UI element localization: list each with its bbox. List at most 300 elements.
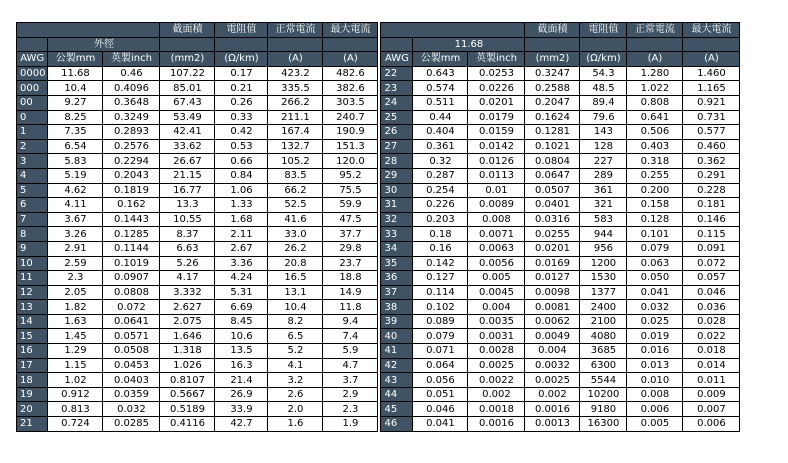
- header-row-2: [17, 37, 378, 52]
- table-cell: 0.01: [468, 183, 525, 198]
- table-cell: 0.577: [683, 125, 740, 140]
- table-cell: 0.0508: [103, 344, 160, 359]
- table-cell: 8.45: [215, 314, 268, 329]
- table-row: [381, 125, 740, 140]
- table-cell: 0.0126: [468, 154, 525, 169]
- header-blank-cell: [323, 37, 378, 52]
- awg-gauge-cell: 2: [17, 139, 48, 154]
- awg-gauge-cell: 14: [17, 314, 48, 329]
- table-row: [381, 344, 740, 359]
- table-cell: 0.028: [683, 314, 740, 329]
- header-blank-cell: [17, 23, 160, 38]
- header-blank-cell: [160, 37, 215, 52]
- table-cell: 0.44: [413, 110, 468, 125]
- table-cell: 361: [580, 183, 627, 198]
- table-cell: 0.3249: [103, 110, 160, 125]
- column-header: (A): [683, 52, 740, 67]
- table-cell: 0.808: [627, 95, 683, 110]
- table-cell: 289: [580, 168, 627, 183]
- table-cell: 14.9: [323, 285, 378, 300]
- table-cell: 0.17: [215, 66, 268, 81]
- awg-gauge-cell: 44: [381, 387, 413, 402]
- header-blank-cell: [215, 37, 268, 52]
- table-cell: 1.9: [323, 417, 378, 432]
- awg-gauge-cell: 4: [17, 168, 48, 183]
- table-cell: 0.032: [627, 300, 683, 315]
- table-cell: 0.0453: [103, 358, 160, 373]
- table-cell: 944: [580, 227, 627, 242]
- table-cell: 0.004: [525, 344, 580, 359]
- table-cell: 37.7: [323, 227, 378, 242]
- table-cell: 0.0641: [103, 314, 160, 329]
- table-cell: 1.33: [215, 198, 268, 213]
- awg-gauge-cell: 0000: [17, 66, 48, 81]
- table-cell: 1.45: [48, 329, 103, 344]
- header-cell: 截面積: [525, 23, 580, 38]
- table-cell: 0.005: [468, 271, 525, 286]
- table-cell: 41.6: [268, 212, 323, 227]
- table-cell: 7.35: [48, 125, 103, 140]
- table-cell: 0.0142: [468, 139, 525, 154]
- table-cell: 5544: [580, 373, 627, 388]
- table-cell: 2.67: [215, 241, 268, 256]
- table-cell: 1.06: [215, 183, 268, 198]
- table-cell: 9.27: [48, 95, 103, 110]
- table-cell: 0.0226: [468, 81, 525, 96]
- table-cell: 3.7: [323, 373, 378, 388]
- awg-gauge-cell: 3: [17, 154, 48, 169]
- table-row: [17, 271, 378, 286]
- table-cell: 0.002: [468, 387, 525, 402]
- table-cell: 67.43: [160, 95, 215, 110]
- table-cell: 0.18: [413, 227, 468, 242]
- column-header: (A): [627, 52, 683, 67]
- table-cell: 0.4116: [160, 417, 215, 432]
- table-row: [381, 198, 740, 213]
- table-cell: 1530: [580, 271, 627, 286]
- table-cell: 0.0359: [103, 387, 160, 402]
- table-cell: 423.2: [268, 66, 323, 81]
- table-cell: 5.26: [160, 256, 215, 271]
- table-cell: 33.0: [268, 227, 323, 242]
- table-row: [17, 183, 378, 198]
- table-cell: 48.5: [580, 81, 627, 96]
- table-cell: 1.646: [160, 329, 215, 344]
- table-cell: 0.42: [215, 125, 268, 140]
- table-cell: 4.11: [48, 198, 103, 213]
- table-cell: 3685: [580, 344, 627, 359]
- table-cell: 85.01: [160, 81, 215, 96]
- table-cell: 0.1819: [103, 183, 160, 198]
- table-cell: 16.5: [268, 271, 323, 286]
- column-header: AWG: [381, 52, 413, 67]
- table-cell: 227: [580, 154, 627, 169]
- table-cell: 0.064: [413, 358, 468, 373]
- table-cell: 4.1: [268, 358, 323, 373]
- table-cell: 0.506: [627, 125, 683, 140]
- table-cell: 16.3: [215, 358, 268, 373]
- table-cell: 0.460: [683, 139, 740, 154]
- table-cell: 303.5: [323, 95, 378, 110]
- table-cell: 105.2: [268, 154, 323, 169]
- header-blank-cell: [627, 37, 683, 52]
- table-cell: 20.8: [268, 256, 323, 271]
- awg-gauge-cell: 21: [17, 417, 48, 432]
- table-row: [381, 329, 740, 344]
- table-cell: 956: [580, 241, 627, 256]
- table-cell: 0.16: [413, 241, 468, 256]
- table-cell: 42.41: [160, 125, 215, 140]
- table-cell: 0.2047: [525, 95, 580, 110]
- header-group-cell: 11.68: [413, 37, 525, 52]
- table-cell: 0.004: [468, 300, 525, 315]
- table-cell: 13.1: [268, 285, 323, 300]
- awg-gauge-cell: 00: [17, 95, 48, 110]
- table-cell: 0.5189: [160, 402, 215, 417]
- table-cell: 3.2: [268, 373, 323, 388]
- awg-gauge-cell: 20: [17, 402, 48, 417]
- awg-gauge-cell: 24: [381, 95, 413, 110]
- table-cell: 95.2: [323, 168, 378, 183]
- awg-gauge-cell: 38: [381, 300, 413, 315]
- table-cell: 6.63: [160, 241, 215, 256]
- table-cell: 75.5: [323, 183, 378, 198]
- table-cell: 0.254: [413, 183, 468, 198]
- awg-gauge-cell: 0: [17, 110, 48, 125]
- awg-gauge-cell: 25: [381, 110, 413, 125]
- table-cell: 42.7: [215, 417, 268, 432]
- table-cell: 0.1021: [525, 139, 580, 154]
- header-blank-cell: [268, 37, 323, 52]
- table-cell: 0.158: [627, 198, 683, 213]
- header-row-3: [17, 52, 378, 67]
- table-cell: 11.68: [48, 66, 103, 81]
- table-cell: 0.4096: [103, 81, 160, 96]
- table-cell: 1.02: [48, 373, 103, 388]
- column-header: (mm2): [160, 52, 215, 67]
- table-cell: 33.62: [160, 139, 215, 154]
- table-cell: 240.7: [323, 110, 378, 125]
- header-blank-cell: [17, 37, 48, 52]
- table-cell: 0.146: [683, 212, 740, 227]
- header-row-3: [381, 52, 740, 67]
- awg-gauge-cell: 29: [381, 168, 413, 183]
- table-cell: 10.6: [215, 329, 268, 344]
- table-cell: 0.8107: [160, 373, 215, 388]
- table-cell: 10.55: [160, 212, 215, 227]
- header-row-1: [17, 23, 378, 38]
- table-cell: 0.255: [627, 168, 683, 183]
- table-cell: 1.68: [215, 212, 268, 227]
- awg-gauge-cell: 26: [381, 125, 413, 140]
- table-row: [17, 358, 378, 373]
- table-cell: 0.0647: [525, 168, 580, 183]
- table-cell: 0.511: [413, 95, 468, 110]
- table-cell: 16.77: [160, 183, 215, 198]
- awg-gauge-cell: 1: [17, 125, 48, 140]
- awg-gauge-cell: 46: [381, 417, 413, 432]
- table-cell: 0.0035: [468, 314, 525, 329]
- table-cell: 1.022: [627, 81, 683, 96]
- table-row: [17, 66, 378, 81]
- table-cell: 120.0: [323, 154, 378, 169]
- table-row: [17, 212, 378, 227]
- awg-gauge-cell: 19: [17, 387, 48, 402]
- table-cell: 0.002: [525, 387, 580, 402]
- table-cell: 0.036: [683, 300, 740, 315]
- table-cell: 21.4: [215, 373, 268, 388]
- column-header: 英製inch: [103, 52, 160, 67]
- table-body-left: [17, 23, 378, 432]
- awg-gauge-cell: 39: [381, 314, 413, 329]
- table-cell: 0.0401: [525, 198, 580, 213]
- table-cell: 10.4: [48, 81, 103, 96]
- table-cell: 0.091: [683, 241, 740, 256]
- table-cell: 1.6: [268, 417, 323, 432]
- awg-gauge-cell: 45: [381, 402, 413, 417]
- table-cell: 0.0062: [525, 314, 580, 329]
- table-row: [381, 314, 740, 329]
- awg-gauge-cell: 41: [381, 344, 413, 359]
- table-row: [17, 373, 378, 388]
- table-cell: 0.0045: [468, 285, 525, 300]
- table-cell: 0.0018: [468, 402, 525, 417]
- table-cell: 0.0031: [468, 329, 525, 344]
- table-row: [17, 285, 378, 300]
- awg-gauge-cell: 5: [17, 183, 48, 198]
- table-cell: 0.128: [627, 212, 683, 227]
- table-cell: 0.287: [413, 168, 468, 183]
- table-cell: 2.3: [48, 271, 103, 286]
- table-cell: 0.0403: [103, 373, 160, 388]
- table-row: [381, 139, 740, 154]
- table-cell: 1.63: [48, 314, 103, 329]
- table-cell: 321: [580, 198, 627, 213]
- awg-gauge-cell: 8: [17, 227, 48, 242]
- header-cell: 截面積: [160, 23, 215, 38]
- table-cell: 0.041: [413, 417, 468, 432]
- header-cell: 正常電流: [268, 23, 323, 38]
- table-cell: 2.075: [160, 314, 215, 329]
- table-cell: 0.3247: [525, 66, 580, 81]
- table-cell: 3.332: [160, 285, 215, 300]
- table-cell: 0.016: [627, 344, 683, 359]
- table-cell: 0.1443: [103, 212, 160, 227]
- table-cell: 29.8: [323, 241, 378, 256]
- table-cell: 26.67: [160, 154, 215, 169]
- table-cell: 266.2: [268, 95, 323, 110]
- table-cell: 0.0201: [525, 241, 580, 256]
- table-cell: 1377: [580, 285, 627, 300]
- table-cell: 5.9: [323, 344, 378, 359]
- table-cell: 4.24: [215, 271, 268, 286]
- awg-gauge-cell: 40: [381, 329, 413, 344]
- table-cell: 0.641: [627, 110, 683, 125]
- table-cell: 0.013: [627, 358, 683, 373]
- table-cell: 2.05: [48, 285, 103, 300]
- table-cell: 18.8: [323, 271, 378, 286]
- table-cell: 33.9: [215, 402, 268, 417]
- table-cell: 2.11: [215, 227, 268, 242]
- table-cell: 0.318: [627, 154, 683, 169]
- table-cell: 0.1285: [103, 227, 160, 242]
- table-cell: 26.9: [215, 387, 268, 402]
- table-row: [17, 241, 378, 256]
- table-cell: 0.0022: [468, 373, 525, 388]
- table-row: [381, 227, 740, 242]
- table-cell: 0.0032: [525, 358, 580, 373]
- table-cell: 83.5: [268, 168, 323, 183]
- table-cell: 0.0089: [468, 198, 525, 213]
- table-cell: 0.079: [627, 241, 683, 256]
- table-cell: 0.404: [413, 125, 468, 140]
- table-cell: 0.291: [683, 168, 740, 183]
- table-cell: 1200: [580, 256, 627, 271]
- table-cell: 52.5: [268, 198, 323, 213]
- table-cell: 54.3: [580, 66, 627, 81]
- table-cell: 143: [580, 125, 627, 140]
- table-cell: 0.0571: [103, 329, 160, 344]
- table-cell: 0.403: [627, 139, 683, 154]
- table-cell: 1.82: [48, 300, 103, 315]
- table-cell: 1.165: [683, 81, 740, 96]
- table-cell: 6.5: [268, 329, 323, 344]
- table-cell: 128: [580, 139, 627, 154]
- table-cell: 0.66: [215, 154, 268, 169]
- table-cell: 0.53: [215, 139, 268, 154]
- awg-gauge-cell: 42: [381, 358, 413, 373]
- table-cell: 0.008: [468, 212, 525, 227]
- table-row: [17, 329, 378, 344]
- table-cell: 0.921: [683, 95, 740, 110]
- table-cell: 0.0016: [468, 417, 525, 432]
- table-row: [17, 300, 378, 315]
- table-row: [17, 125, 378, 140]
- table-cell: 1.318: [160, 344, 215, 359]
- table-cell: 47.5: [323, 212, 378, 227]
- table-cell: 0.1144: [103, 241, 160, 256]
- table-row: [381, 183, 740, 198]
- table-row: [17, 81, 378, 96]
- table-cell: 16300: [580, 417, 627, 432]
- awg-gauge-cell: 11: [17, 271, 48, 286]
- table-cell: 0.079: [413, 329, 468, 344]
- table-cell: 0.115: [683, 227, 740, 242]
- table-cell: 9.4: [323, 314, 378, 329]
- table-cell: 0.32: [413, 154, 468, 169]
- awg-gauge-cell: 22: [381, 66, 413, 81]
- awg-table-left: [16, 22, 378, 432]
- table-cell: 190.9: [323, 125, 378, 140]
- header-cell: 電阻值: [215, 23, 268, 38]
- table-cell: 0.0507: [525, 183, 580, 198]
- table-cell: 0.226: [413, 198, 468, 213]
- table-cell: 0.731: [683, 110, 740, 125]
- table-row: [381, 212, 740, 227]
- table-cell: 0.010: [627, 373, 683, 388]
- table-cell: 167.4: [268, 125, 323, 140]
- table-cell: 0.0127: [525, 271, 580, 286]
- column-header: 公製mm: [413, 52, 468, 67]
- table-row: [381, 110, 740, 125]
- awg-gauge-cell: 43: [381, 373, 413, 388]
- table-cell: 1.026: [160, 358, 215, 373]
- table-cell: 59.9: [323, 198, 378, 213]
- table-cell: 0.0016: [525, 402, 580, 417]
- table-cell: 0.2576: [103, 139, 160, 154]
- table-cell: 0.912: [48, 387, 103, 402]
- table-cell: 5.31: [215, 285, 268, 300]
- table-cell: 26.2: [268, 241, 323, 256]
- table-row: [381, 402, 740, 417]
- table-cell: 0.0285: [103, 417, 160, 432]
- table-cell: 0.025: [627, 314, 683, 329]
- table-cell: 0.0098: [525, 285, 580, 300]
- table-cell: 6.69: [215, 300, 268, 315]
- table-cell: 5.19: [48, 168, 103, 183]
- table-cell: 0.0907: [103, 271, 160, 286]
- awg-gauge-cell: 6: [17, 198, 48, 213]
- table-row: [17, 198, 378, 213]
- table-cell: 0.2588: [525, 81, 580, 96]
- table-cell: 0.362: [683, 154, 740, 169]
- table-cell: 0.063: [627, 256, 683, 271]
- table-cell: 0.019: [627, 329, 683, 344]
- table-cell: 6300: [580, 358, 627, 373]
- header-cell: 電阻值: [580, 23, 627, 38]
- table-cell: 0.574: [413, 81, 468, 96]
- table-cell: 0.072: [683, 256, 740, 271]
- awg-gauge-cell: 28: [381, 154, 413, 169]
- table-cell: 23.7: [323, 256, 378, 271]
- table-cell: 0.057: [683, 271, 740, 286]
- table-cell: 0.21: [215, 81, 268, 96]
- header-cell: 最大電流: [323, 23, 378, 38]
- table-cell: 151.3: [323, 139, 378, 154]
- table-cell: 2.3: [323, 402, 378, 417]
- table-cell: 0.072: [103, 300, 160, 315]
- table-cell: 211.1: [268, 110, 323, 125]
- table-cell: 0.0049: [525, 329, 580, 344]
- table-cell: 107.22: [160, 66, 215, 81]
- table-cell: 0.051: [413, 387, 468, 402]
- header-cell: 最大電流: [683, 23, 740, 38]
- table-cell: 0.162: [103, 198, 160, 213]
- table-cell: 2.6: [268, 387, 323, 402]
- table-cell: 382.6: [323, 81, 378, 96]
- table-cell: 1.29: [48, 344, 103, 359]
- table-cell: 3.67: [48, 212, 103, 227]
- table-row: [381, 81, 740, 96]
- table-row: [381, 95, 740, 110]
- table-row: [17, 417, 378, 432]
- table-cell: 0.0179: [468, 110, 525, 125]
- table-cell: 0.0063: [468, 241, 525, 256]
- table-row: [17, 139, 378, 154]
- table-row: [17, 227, 378, 242]
- table-cell: 0.046: [413, 402, 468, 417]
- header-row-2: [381, 37, 740, 52]
- table-row: [381, 285, 740, 300]
- awg-gauge-cell: 27: [381, 139, 413, 154]
- table-cell: 66.2: [268, 183, 323, 198]
- awg-gauge-cell: 13: [17, 300, 48, 315]
- table-cell: 0.5667: [160, 387, 215, 402]
- table-cell: 335.5: [268, 81, 323, 96]
- table-body-right: [381, 23, 740, 432]
- table-cell: 2100: [580, 314, 627, 329]
- table-cell: 4.62: [48, 183, 103, 198]
